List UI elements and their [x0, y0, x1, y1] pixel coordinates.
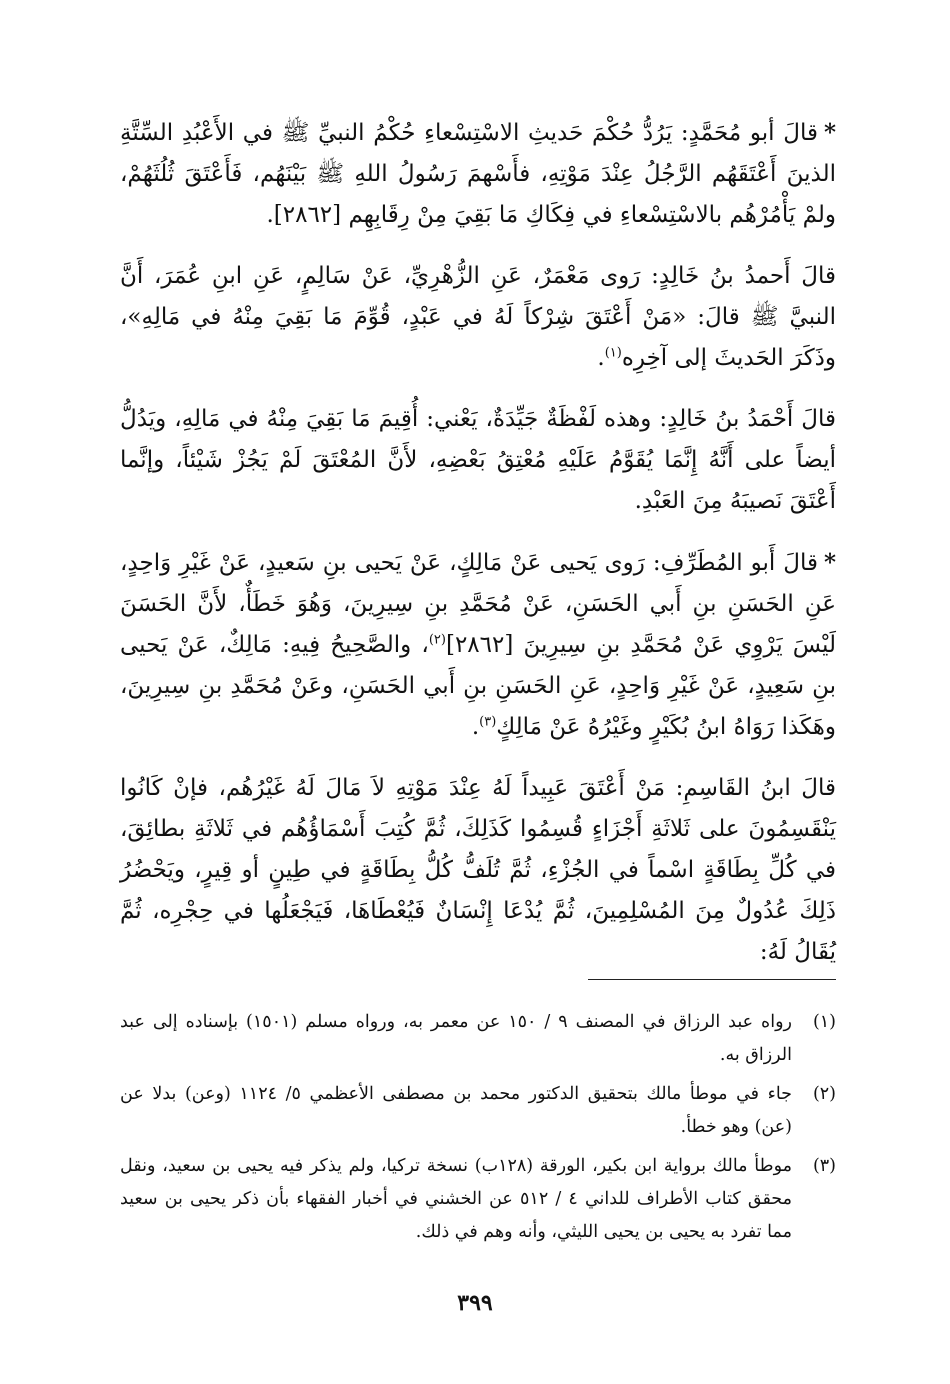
paragraph-text: قالَ ابنُ القَاسِمِ: مَنْ أَعْتَقَ عَبِيداً لَهُ عِنْدَ مَوْتِهِ لاَ مَالَ لَهُ غَيْرُهُم، فإنْ كَانُوا يَنْقَسِمُونَ على ثَلاثَةِ أَجْزَاءٍ قُسِمُوا كَذَلِكَ، ثُمَّ كُتِبَ أَسْمَاؤُهُم في ثَلاثَةِ بطائِقَ، في كُلِّ بِطَاقَةٍ اسْماً في الجُزْءِ، ثُمَّ تُلَفُّ كُلُّ بِطَاقَةٍ في طِينٍ أو قِيرٍ، ويَحْضُرُ ذَلِكَ عُدُولٌ مِنَ المُسْلِمِينَ، ثُمَّ يُدْعَا إِنْسَانٌ فَيُعْطَاهَا، فَيَجْعَلُها في حِجْرِه، ثُمَّ يُقَالُ لَهُ: [120, 775, 836, 965]
footnote-number: (٢) [812, 1084, 836, 1104]
paragraph-2 [120, 256, 836, 379]
footnote-text: جاء في موطأ مالك بتحقيق الدكتور محمد بن مصطفى الأعظمي ٥/ ١١٢٤ (وعن) بدلا عن (عن) وهو خطأ. [120, 1084, 792, 1137]
footnote-ref-2[interactable]: (٢) [428, 632, 446, 648]
paragraph-text: قالَ أَبو المُطَرِّفِ: رَوى يَحيى عَنْ مَالِكٍ، عَنْ يَحيى بنِ سَعيدٍ، عَنْ غَيْرِ وَاحِدٍ، عَنِ الحَسَنِ بنِ أَبي الحَسَنِ، عَنْ مُحَمَّدِ بنِ سِيرِينَ، وَهُوَ خَطَأٌ، لأَنَّ الحَسَنَ لَيْسَ يَرْوِي عَنْ مُحَمَّدِ بنِ سِيرِينَ [٢٨٦٢] [120, 550, 836, 658]
paragraph-text: قالَ أَحْمَدُ بنُ خَالِدٍ: وهذه لَفْظَةٌ جَيِّدَةٌ، يَعْني: أُقِيمَ مَا بَقِيَ مِنْهُ في مَالِهِ، ويَدُلُّ أيضاً على أَنَّهُ إِنَّمَا يُقَوَّمُ عَلَيْهِ مُعْتِقُ بَعْضِهِ، لأَنَّ المُعْتَقَ لَمْ يَجُزْ شَيْئاً، وإنَّما أَعْتَقَ نَصيبَهُ مِنَ العَبْدِ. [120, 406, 836, 514]
paragraph-3 [120, 399, 836, 522]
paragraph-text: قالَ أبو مُحَمَّدٍ: يَرُدُّ حُكْمَ حَديثِ الاسْتِسْعاءِ حُكْمُ النبيِّ ﷺ في الأَعْبُدِ السِّتَّةِ الذينَ أَعْتَقَهُم الرَّجُلُ عِنْدَ مَوْتِهِ، فأَسْهمَ رَسُولُ اللهِ ﷺ بَيْنَهُم، فَأَعْتَقَ ثُلُثَهُمْ، ولمْ يَأْمُرْهُم بالاسْتِسْعاءِ في فِكَاكِ مَا بَقِيَ مِنْ رِقَابِهِم [٢٨٦٢]. [120, 120, 836, 228]
footnote-text: رواه عبد الرزاق في المصنف ٩ / ١٥٠ عن معمر به، ورواه مسلم (١٥٠١) بإسناده إلى عبد الرزاق به. [120, 1012, 792, 1065]
page-number: ٣٩٩ [457, 1290, 493, 1316]
footnote-2 [120, 1078, 836, 1144]
paragraph-1 [120, 112, 836, 236]
paragraph-4 [120, 542, 836, 748]
main-text [120, 112, 836, 993]
paragraph-text-end: . [597, 345, 605, 371]
footnotes [120, 1006, 836, 1255]
footnote-1 [120, 1006, 836, 1072]
footnote-ref-3[interactable]: (٣) [479, 714, 497, 730]
star-marker: * [823, 549, 836, 576]
footnote-ref-1[interactable]: (١) [604, 345, 622, 361]
paragraph-5 [120, 768, 836, 973]
footnote-number: (٣) [812, 1156, 836, 1176]
footnote-3 [120, 1150, 836, 1249]
paragraph-text-end: . [471, 714, 480, 740]
footnote-divider [588, 979, 836, 980]
paragraph-text: قالَ أَحمدُ بنُ خَالِدٍ: رَوى مَعْمَرٌ، عَنِ الزُّهْرِيِّ، عَنْ سَالِمٍ، عَنِ ابنِ عُمَرَ، أَنَّ النبيَّ ﷺ قالَ: «مَنْ أَعْتَقَ شِرْكاً لَهُ في عَبْدٍ، قُوِّمَ مَا بَقِيَ مِنْهُ في مَالِهِ»، وذَكَرَ الحَديثَ إلى آخِرِه [120, 263, 836, 371]
footnote-text: موطأ مالك برواية ابن بكير، الورقة (١٢٨ب) نسخة تركيا، ولم يذكر فيه يحيى بن سعيد، ونقل محقق كتاب الأطراف للداني ٤ / ٥١٢ عن الخشني في أخبار الفقهاء بأن ذكر يحيى بن سعيد مما تفرد به يحيى بن يحيى الليثي، وأنه وهم في ذلك. [120, 1156, 792, 1242]
star-marker: * [823, 119, 836, 146]
footnote-number: (١) [812, 1012, 836, 1032]
paragraph-text-cont: ، والصَّحِيحُ فِيهِ: مَالِكٌ، عَنْ يَحيى بنِ سَعِيدٍ، عَنْ غَيْرِ وَاحِدٍ، عَنِ الحَسَنِ بنِ أَبي الحَسَنِ، وعَنْ مُحَمَّدِ بنِ سِيرِينَ، وهَكَذا رَوَاهُ ابنُ بُكَيْرٍ وغَيْرُهُ عَنْ مَالِكٍ [120, 632, 836, 740]
